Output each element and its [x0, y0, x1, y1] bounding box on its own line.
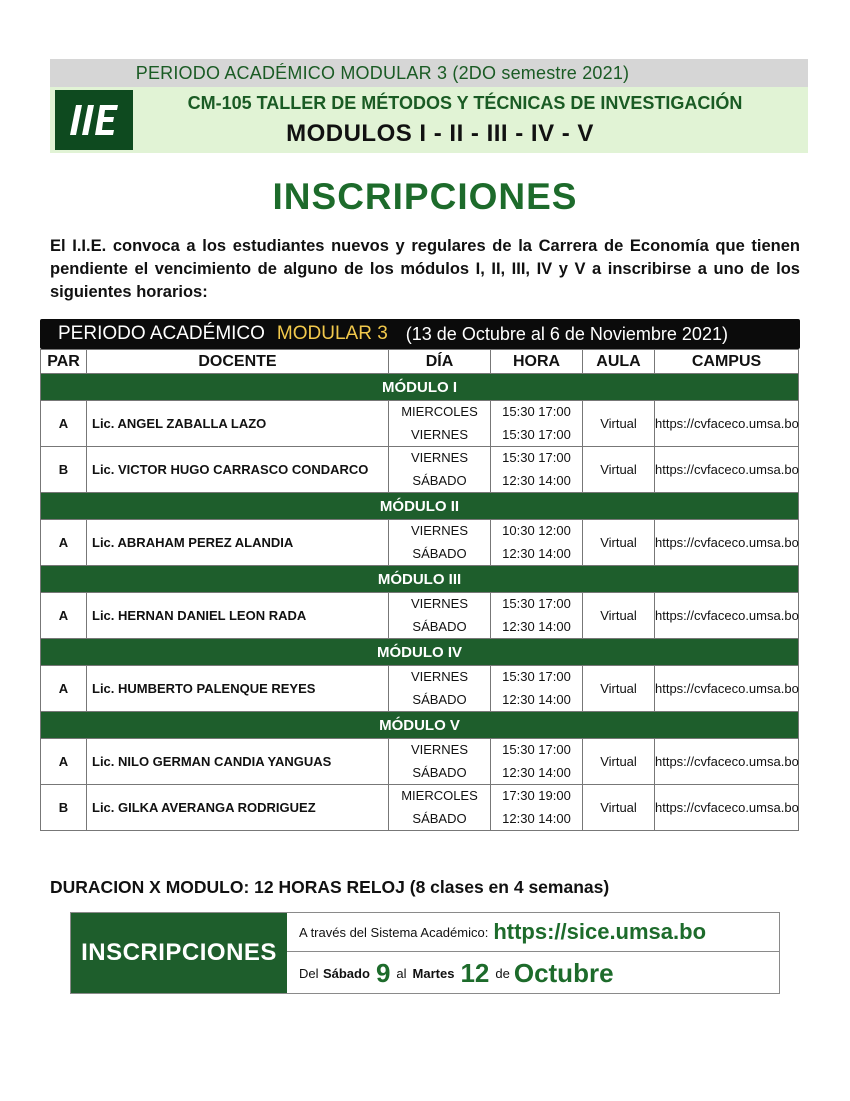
- modules-title: MODULOS I - II - III - IV - V: [286, 120, 594, 147]
- from-day: Sábado: [322, 965, 370, 981]
- campus-link[interactable]: https://cvfaceco.umsa.bo: [655, 666, 799, 712]
- schedule-dates: (13 de Octubre al 6 de Noviembre 2021): [405, 323, 728, 344]
- module-header-row: [41, 639, 799, 666]
- hora-cell: [491, 593, 583, 639]
- hora-1: 15:30 17:00: [502, 404, 571, 419]
- de-text: de: [495, 965, 510, 981]
- par-cell: A: [41, 739, 87, 785]
- hora-1: 15:30 17:00: [502, 742, 571, 757]
- aula-cell: Virtual: [583, 739, 655, 785]
- docente-cell: Lic. HERNAN DANIEL LEON RADA: [87, 593, 389, 639]
- dia-1: MIERCOLES: [401, 788, 478, 803]
- aula-cell: Virtual: [583, 593, 655, 639]
- al-text: al: [396, 965, 407, 981]
- month: Octubre: [513, 957, 614, 988]
- campus-link[interactable]: https://cvfaceco.umsa.bo: [655, 785, 799, 831]
- table-header-row: [41, 350, 799, 374]
- module-title: MÓDULO III: [41, 566, 799, 593]
- hora-2: 12:30 14:00: [502, 764, 571, 780]
- column-header: DOCENTE: [87, 350, 389, 374]
- dia-cell: [389, 401, 491, 447]
- dia-1: VIERNES: [410, 742, 469, 757]
- par-cell: B: [41, 785, 87, 831]
- module-header-row: [41, 493, 799, 520]
- hora-cell: [491, 666, 583, 712]
- par-cell: A: [41, 666, 87, 712]
- column-header: AULA: [583, 350, 655, 374]
- table-row: [41, 520, 799, 566]
- dia-1: VIERNES: [410, 596, 469, 611]
- inscription-via-row: [287, 913, 779, 952]
- table-row: [41, 447, 799, 493]
- header-band: [50, 87, 808, 153]
- docente-cell: Lic. HUMBERTO PALENQUE REYES: [87, 666, 389, 712]
- par-cell: A: [41, 593, 87, 639]
- module-title: MÓDULO II: [41, 493, 799, 520]
- hora-1: 17:30 19:00: [502, 788, 571, 803]
- hora-cell: [491, 739, 583, 785]
- iie-logo-icon: [55, 90, 133, 150]
- aula-cell: Virtual: [583, 785, 655, 831]
- campus-link[interactable]: https://cvfaceco.umsa.bo: [655, 447, 799, 493]
- hora-2: 15:30 17:00: [502, 426, 571, 442]
- schedule-modular-label: MODULAR 3: [276, 323, 388, 344]
- hora-2: 12:30 14:00: [502, 618, 571, 634]
- table-row: [41, 666, 799, 712]
- aula-cell: Virtual: [583, 401, 655, 447]
- hora-cell: [491, 401, 583, 447]
- period-line: PERIODO ACADÉMICO MODULAR 3 (2DO semestre 2021): [135, 63, 630, 83]
- docente-cell: Lic. ABRAHAM PEREZ ALANDIA: [87, 520, 389, 566]
- dia-cell: [389, 785, 491, 831]
- dia-2: SÁBADO: [412, 691, 467, 707]
- dia-1: VIERNES: [410, 669, 469, 684]
- module-title: MÓDULO IV: [41, 639, 799, 666]
- dia-cell: [389, 447, 491, 493]
- dia-1: MIERCOLES: [401, 404, 478, 419]
- column-header: PAR: [41, 350, 87, 374]
- dia-2: SÁBADO: [412, 472, 467, 488]
- hora-cell: [491, 520, 583, 566]
- inscription-box: [70, 912, 780, 994]
- to-num: 12: [460, 957, 490, 988]
- hora-1: 15:30 17:00: [502, 669, 571, 684]
- main-heading: INSCRIPCIONES: [272, 176, 578, 217]
- column-header: DÍA: [389, 350, 491, 374]
- hora-1: 15:30 17:00: [502, 450, 571, 465]
- from-prefix: Del: [299, 965, 319, 981]
- hora-2: 12:30 14:00: [502, 472, 571, 488]
- table-row: [41, 785, 799, 831]
- docente-cell: Lic. VICTOR HUGO CARRASCO CONDARCO: [87, 447, 389, 493]
- hora-cell: [491, 447, 583, 493]
- module-header-row: [41, 712, 799, 739]
- campus-link[interactable]: https://cvfaceco.umsa.bo: [655, 739, 799, 785]
- table-row: [41, 739, 799, 785]
- from-num: 9: [375, 957, 391, 988]
- course-title: CM-105 TALLER DE MÉTODOS Y TÉCNICAS DE INVESTIGACIÓN: [187, 93, 743, 113]
- dia-cell: [389, 520, 491, 566]
- table-row: [41, 593, 799, 639]
- dia-cell: [389, 593, 491, 639]
- period-bar: [50, 59, 808, 87]
- docente-cell: Lic. ANGEL ZABALLA LAZO: [87, 401, 389, 447]
- campus-link[interactable]: https://cvfaceco.umsa.bo: [655, 593, 799, 639]
- intro-paragraph: El I.I.E. convoca a los estudiantes nuevos y regulares de la Carrera de Economía que tienen pendiente el vencimiento de alguno de los módulos I, II, III, IV y V a inscribirse a uno de los siguientes horarios:: [50, 237, 800, 301]
- schedule-table: [40, 349, 799, 831]
- dia-cell: [389, 666, 491, 712]
- campus-link[interactable]: https://cvfaceco.umsa.bo: [655, 401, 799, 447]
- to-day: Martes: [412, 965, 455, 981]
- docente-cell: Lic. GILKA AVERANGA RODRIGUEZ: [87, 785, 389, 831]
- duration-text: DURACION X MODULO: 12 HORAS RELOJ (8 clases en 4 semanas): [50, 877, 610, 897]
- dia-2: SÁBADO: [412, 764, 467, 780]
- column-header: HORA: [491, 350, 583, 374]
- hora-2: 12:30 14:00: [502, 545, 571, 561]
- dia-2: SÁBADO: [412, 618, 467, 634]
- par-cell: A: [41, 401, 87, 447]
- dia-1: VIERNES: [410, 450, 469, 465]
- inscription-label: INSCRIPCIONES: [71, 913, 287, 993]
- inscription-dates-row: [287, 953, 779, 993]
- dia-1: VIERNES: [410, 523, 469, 538]
- hora-cell: [491, 785, 583, 831]
- dia-2: SÁBADO: [412, 810, 467, 826]
- sice-link[interactable]: https://sice.umsa.bo: [493, 919, 707, 944]
- hora-2: 12:30 14:00: [502, 810, 571, 826]
- hora-1: 15:30 17:00: [502, 596, 571, 611]
- table-row: [41, 401, 799, 447]
- hora-2: 12:30 14:00: [502, 691, 571, 707]
- dia-2: SÁBADO: [412, 545, 467, 561]
- campus-link[interactable]: https://cvfaceco.umsa.bo: [655, 520, 799, 566]
- aula-cell: Virtual: [583, 447, 655, 493]
- dia-2: VIERNES: [410, 426, 469, 442]
- aula-cell: Virtual: [583, 666, 655, 712]
- module-title: MÓDULO I: [41, 374, 799, 401]
- schedule-period-label: PERIODO ACADÉMICO: [58, 323, 265, 344]
- aula-cell: Virtual: [583, 520, 655, 566]
- module-header-row: [41, 374, 799, 401]
- module-title: MÓDULO V: [41, 712, 799, 739]
- column-header: CAMPUS: [655, 350, 799, 374]
- schedule-period-bar: [40, 319, 800, 349]
- par-cell: B: [41, 447, 87, 493]
- dia-cell: [389, 739, 491, 785]
- via-text: A través del Sistema Académico:: [299, 924, 489, 940]
- module-header-row: [41, 566, 799, 593]
- hora-1: 10:30 12:00: [502, 523, 571, 538]
- docente-cell: Lic. NILO GERMAN CANDIA YANGUAS: [87, 739, 389, 785]
- par-cell: A: [41, 520, 87, 566]
